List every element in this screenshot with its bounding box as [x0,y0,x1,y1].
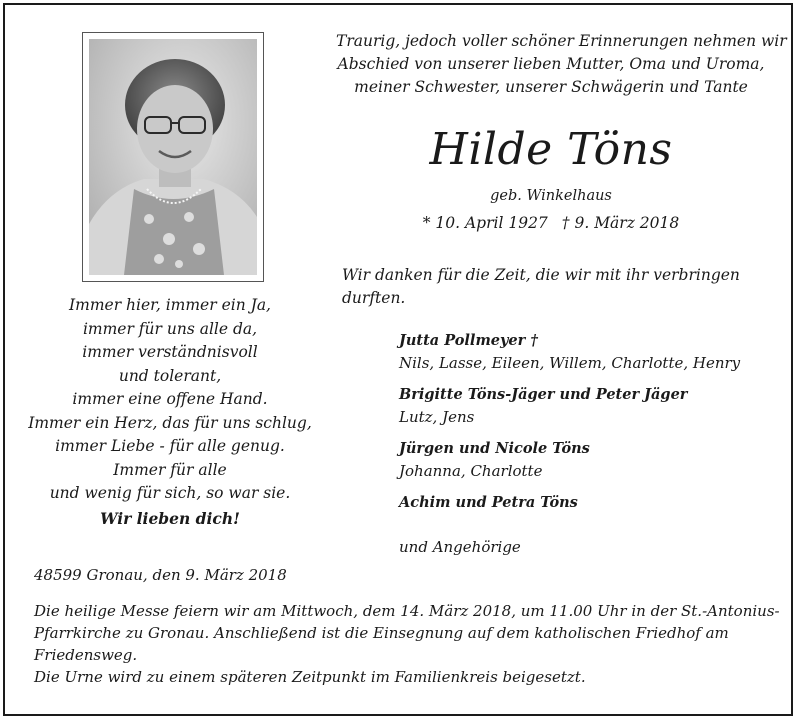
poem-line: immer eine offene Hand. [72,390,268,408]
intro-text [336,30,787,99]
poem-line: immer Liebe - für alle genug. [55,437,285,455]
family-head: Jürgen und Nicole Töns [399,440,590,457]
poem-line: Immer ein Herz, das für uns schlug, [28,413,312,432]
portrait-image [89,39,257,275]
poem-line: Immer hier, immer ein Ja, [69,296,271,314]
intro-line: meiner Schwester, unserer Schwägerin und Tante [354,78,748,96]
family-group [399,384,779,428]
service-line: Die heilige Messe feiern wir am Mittwoch, dem 14. März 2018, um 11.00 Uhr in der St.-Antonius- [34,602,780,620]
poem [20,294,320,530]
family-head: Jutta Pollmeyer † [399,332,538,349]
family-group [399,438,779,482]
family-group [399,492,779,514]
poem-closing: Wir lieben dich! [100,508,240,528]
poem-line: immer verständnisvoll [82,343,258,361]
portrait-photo [82,32,264,282]
family-group [399,330,779,374]
intro-line: Traurig, jedoch voller schöner Erinnerungen nehmen wir [336,32,787,50]
family-head: Achim und Petra Töns [399,494,578,511]
poem-line: Immer für alle [113,460,227,479]
thanks-line: durften. [342,289,406,307]
thanks-line: Wir danken für die Zeit, die wir mit ihr verbringen [342,266,740,284]
family-members: Lutz, Jens [399,408,475,426]
service-line: Friedensweg. [34,646,138,664]
service-info [34,600,784,688]
poem-line: und tolerant, [118,366,222,385]
life-dates [336,212,766,234]
deceased-name: Hilde Töns [429,124,673,175]
birth-name: geb. Winkelhaus [490,188,612,204]
place-date: 48599 Gronau, den 9. März 2018 [34,566,287,584]
service-line: Die Urne wird zu einem späteren Zeitpunkt im Familienkreis beigesetzt. [34,668,586,686]
family-head: Brigitte Töns-Jäger und Peter Jäger [399,386,688,403]
thanks-text [342,264,762,310]
relatives-text: und Angehörige [399,538,521,556]
family-members: Johanna, Charlotte [399,462,543,480]
intro-line: Abschied von unserer lieben Mutter, Oma und Uroma, [337,55,765,73]
service-line: Pfarrkirche zu Gronau. Anschließend ist die Einsegnung auf dem katholischen Friedhof am [34,624,729,642]
mourners-list [399,330,779,524]
poem-line: und wenig für sich, so war sie. [49,484,291,502]
birth-date: * 10. April 1927 [422,214,548,232]
death-date: † 9. März 2018 [561,214,680,232]
poem-line: immer für uns alle da, [82,319,258,338]
family-members: Nils, Lasse, Eileen, Willem, Charlotte, Henry [399,354,741,372]
